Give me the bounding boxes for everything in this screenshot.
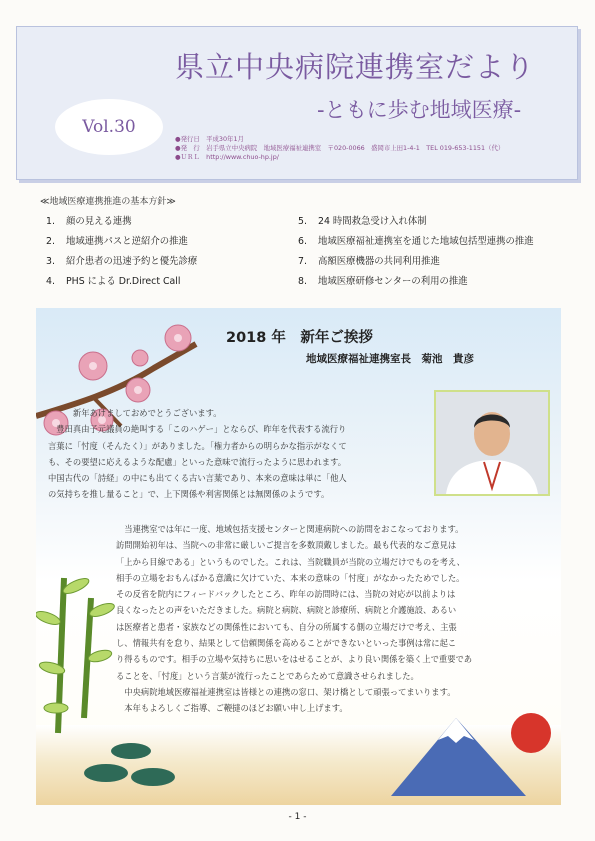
policy-item	[46, 232, 306, 252]
policy-item	[46, 212, 306, 232]
sun-icon	[511, 713, 551, 753]
policy-list-right	[298, 212, 558, 292]
body-line: は医療者と患者・家族などの関係性においても、自分の所属する側の立場だけで考え、主張	[116, 621, 457, 632]
article-title: 2018 年 新年ご挨拶	[226, 330, 373, 346]
policy-number: 4.	[46, 276, 55, 287]
body-line: 本年もよろしくご指導、ご鞭撻のほどお願い申し上げます。	[116, 703, 348, 714]
policy-list-left	[46, 212, 306, 292]
intro-line: 豊田真由子元議員の絶叫する「このハゲー」とならび、昨年を代表する流行り	[48, 424, 347, 435]
intro-line: 言葉に「忖度（そんたく）」がありました。「権力者からの明らかな指示がなくて	[48, 440, 347, 451]
body-line: 訪問開始初年は、当院への非常に厳しいご提言を多数頂戴しました。最も代表的なご意見は	[116, 540, 457, 551]
policy-text: 高額医療機器の共同利用推進	[318, 256, 440, 267]
body-line: 当連携室では年に一度、地域包括支援センターと関連病院への訪問をおこなっております。	[116, 524, 464, 534]
body-line: し、情報共有を怠り、結果として信頼関係を高めることができないといった事例は常に起こ	[116, 638, 457, 649]
policy-number: 7.	[298, 256, 307, 267]
body-paragraph	[116, 521, 556, 717]
policy-item	[298, 232, 558, 252]
policy-item	[298, 252, 558, 272]
policy-number: 6.	[298, 236, 307, 247]
pine-illustration	[81, 733, 181, 798]
intro-line: 新年あけましておめでとうございます。	[48, 408, 222, 418]
policy-item	[46, 252, 306, 272]
body-line: り得るものです。相手の立場や気持ちに思いをはせることが、より良い関係を築く上で重要であ	[116, 654, 473, 665]
policy-text: 紹介患者の迅速予約と優先診療	[66, 256, 198, 267]
bamboo-illustration	[36, 558, 116, 738]
newsletter-title: 県立中央病院連携室だより	[175, 50, 536, 84]
policy-text: 地域医療研修センターの利用の推進	[318, 276, 468, 287]
intro-line: も、その要望に応えるような配慮」といった意味で流行ったように思われます。	[48, 456, 347, 467]
issue-date: ●発行日 平成30年1月	[175, 135, 244, 143]
body-line: 相手の立場をおもんばかる意識に欠けていた、本来の意味の「忖度」がなかったためでした。	[116, 572, 465, 583]
policy-text: 顔の見える連携	[66, 216, 132, 227]
volume-badge: Vol.30	[55, 99, 163, 155]
policy-item	[298, 212, 558, 232]
greeting-article	[36, 308, 561, 805]
intro-line: の気持ちを推し量ること」で、上下関係や利害関係とは無関係のようです。	[48, 489, 330, 500]
policy-item	[298, 272, 558, 292]
policy-number: 5.	[298, 216, 307, 227]
newsletter-subtitle: -ともに歩む地域医療-	[317, 98, 522, 122]
body-line: ることを、「忖度」という言葉が流行ったことであらためて意識させられました。	[116, 670, 419, 681]
policy-heading: ≪地域医療連携推進の基本方針≫	[40, 197, 176, 207]
author-photo	[434, 390, 550, 496]
policy-text: 24 時間救急受け入れ体制	[318, 216, 427, 227]
publication-info	[175, 135, 504, 162]
policy-number: 2.	[46, 236, 55, 247]
intro-line: 中国古代の「詩経」の中にも出てくる古い言葉であり、本来の意味は単に「他人	[48, 473, 347, 484]
body-line: 「上から目線である」というものでした。これは、当院職員が当院の立場だけでものを考え、	[116, 556, 465, 567]
policy-text: 地域連携パスと逆紹介の推進	[66, 236, 188, 247]
intro-paragraph	[48, 405, 428, 503]
policy-number: 3.	[46, 256, 55, 267]
policy-number: 1.	[46, 216, 55, 227]
publisher: ●発 行 岩手県立中央病院 地域医療福祉連携室 〒020-0066 盛岡市上田1-4-1 TEL 019-653-1151（代）	[175, 144, 505, 152]
body-line: その反省を院内にフィードバックしたところ、昨年の訪問時には、当院の対応が以前よりは	[116, 589, 456, 600]
policy-item	[46, 272, 306, 292]
article-author: 地域医療福祉連携室長 菊池 貴彦	[306, 353, 474, 365]
policy-text: PHS による Dr.Direct Call	[66, 276, 181, 287]
policy-number: 8.	[298, 276, 307, 287]
website-url: ●ＵＲＬ http://www.chuo-hp.jp/	[175, 153, 279, 161]
body-line: 良くなったとの声をいただきました。病院と病院、病院と診療所、病院と介護施設、あるい	[116, 605, 457, 616]
page-number: - 1 -	[288, 812, 307, 822]
body-line: 中央病院地域医療福祉連携室は皆様との連携の窓口、架け橋として頑張ってまいります。	[116, 686, 456, 697]
newsletter-header	[16, 26, 578, 180]
policy-text: 地域医療福祉連携室を通じた地域包括型連携の推進	[318, 236, 534, 247]
